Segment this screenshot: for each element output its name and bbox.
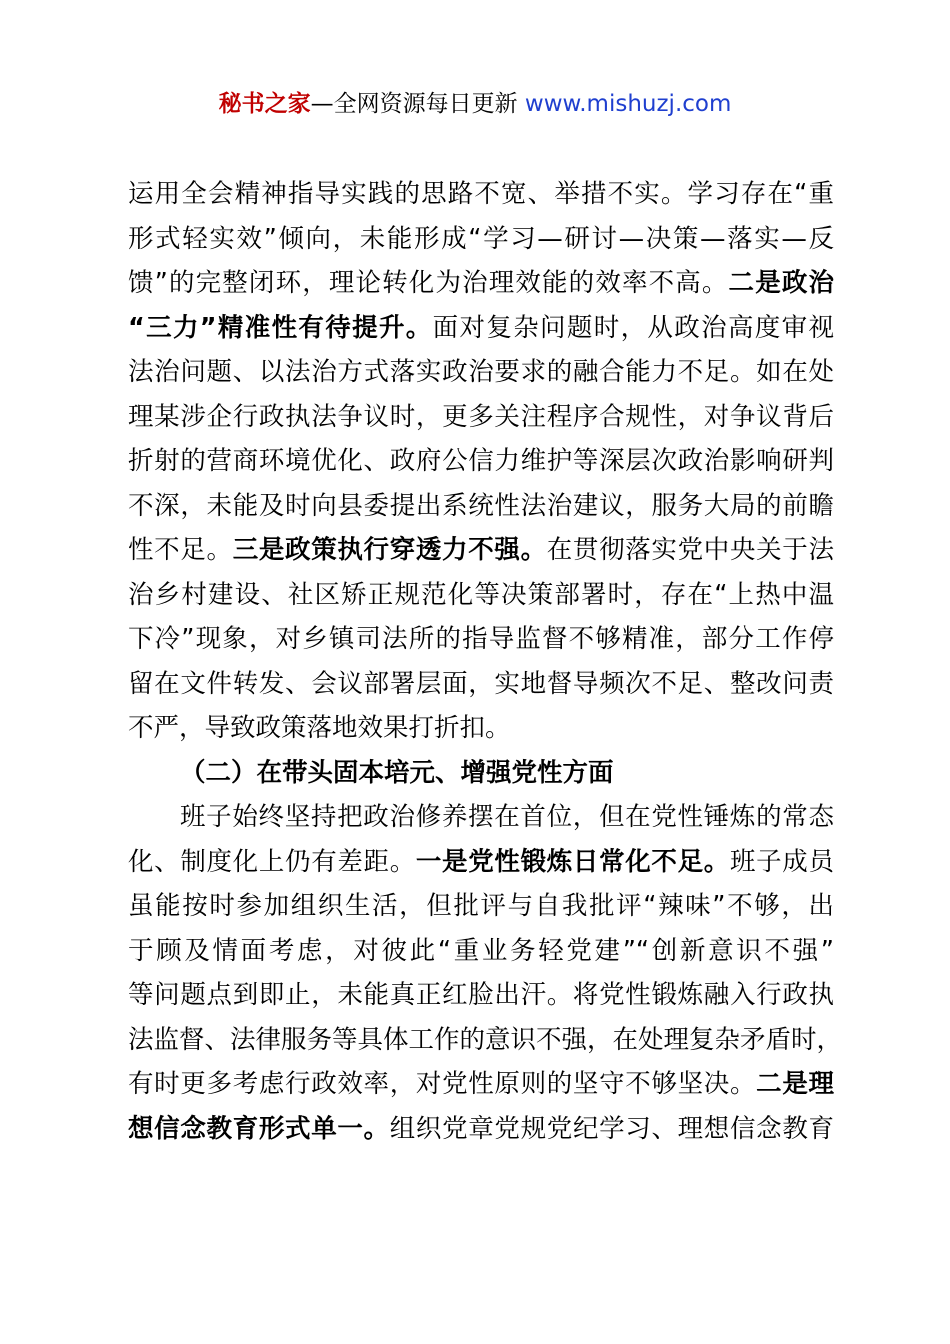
body-line: 于顾及情面考虑，对彼此“重业务轻党建”“创新意识不强” <box>128 935 834 966</box>
body-line <box>128 261 834 306</box>
body-line: 理某涉企行政执法争议时，更多关注程序合规性，对争议背后 <box>128 401 834 432</box>
header-tagline: 全网资源每日更新 <box>333 91 518 117</box>
body-line: 形式轻实效”倾向，未能形成“学习—研讨—决策—落实—反 <box>128 223 834 254</box>
bold-point: 想信念教育形式单一。 <box>128 1113 390 1144</box>
body-text: 化、制度化上仍有差距。 <box>128 846 416 877</box>
body-line: 折射的营商环境优化、政府公信力维护等深层次政治影响研判 <box>128 446 834 476</box>
body-line <box>128 528 834 573</box>
body-line: 不深，未能及时向县委提出系统性法治建议，服务大局的前瞻 <box>128 490 834 521</box>
header-url-link[interactable]: www.mishuzj.com <box>524 91 732 117</box>
body-line: 法监督、法律服务等具体工作的意识不强，在处理复杂矛盾时， <box>128 1024 843 1055</box>
body-line: 运用全会精神指导实践的思路不宽、举措不实。学习存在“重 <box>128 179 834 209</box>
body-text: 馈”的完整闭环，理论转化为治理效能的效率不高。 <box>128 268 729 298</box>
bold-point: 三是政策执行穿透力不强。 <box>232 535 547 565</box>
body-line: 不严，导致政策落地效果打折扣。 <box>128 713 511 743</box>
body-line: 虽能按时参加组织生活，但批评与自我批评“辣味”不够，出 <box>128 891 834 921</box>
body-line: 班子始终坚持把政治修养摆在首位，但在党性锤炼的常态 <box>180 802 834 832</box>
bold-point: 一是党性锻炼日常化不足。 <box>415 846 730 877</box>
body-text: 有时更多考虑行政效率，对党性原则的坚守不够坚决。 <box>128 1069 757 1099</box>
body-text: 在贯彻落实党中央关于法 <box>546 535 834 565</box>
section-heading: （二）在带头固本培元、增强党性方面 <box>180 757 614 788</box>
body-line: 法治问题、以法治方式落实政治要求的融合能力不足。如在处 <box>128 357 834 387</box>
body-text: 班子成员 <box>729 846 834 877</box>
body-text: 性不足。 <box>128 535 233 565</box>
body-line: 治乡村建设、社区矫正规范化等决策部署时，存在“上热中温 <box>128 579 834 610</box>
body-line: 等问题点到即止，未能真正红脸出汗。将党性锻炼融入行政执 <box>128 980 834 1010</box>
body-text: 组织党章党规党纪学习、理想信念教育 <box>389 1113 834 1144</box>
body-line <box>128 1107 834 1152</box>
brand-name: 秘书之家 <box>218 91 311 117</box>
header-separator: — <box>310 91 334 117</box>
body-line <box>128 306 834 351</box>
body-line: 留在文件转发、会议部署层面，实地督导频次不足、整改问责 <box>128 668 834 699</box>
body-text: 面对复杂问题时，从政治高度审视 <box>432 312 834 343</box>
document-body <box>128 172 843 1151</box>
body-line: 下冷”现象，对乡镇司法所的指导监督不够精准，部分工作停 <box>128 624 834 654</box>
body-line <box>128 1062 834 1107</box>
page-header <box>0 86 950 122</box>
bold-point: 二是政治 <box>728 268 834 298</box>
bold-point: “三力”精准性有待提升。 <box>128 312 433 343</box>
bold-point: 二是理 <box>756 1069 834 1099</box>
body-line <box>128 840 834 885</box>
